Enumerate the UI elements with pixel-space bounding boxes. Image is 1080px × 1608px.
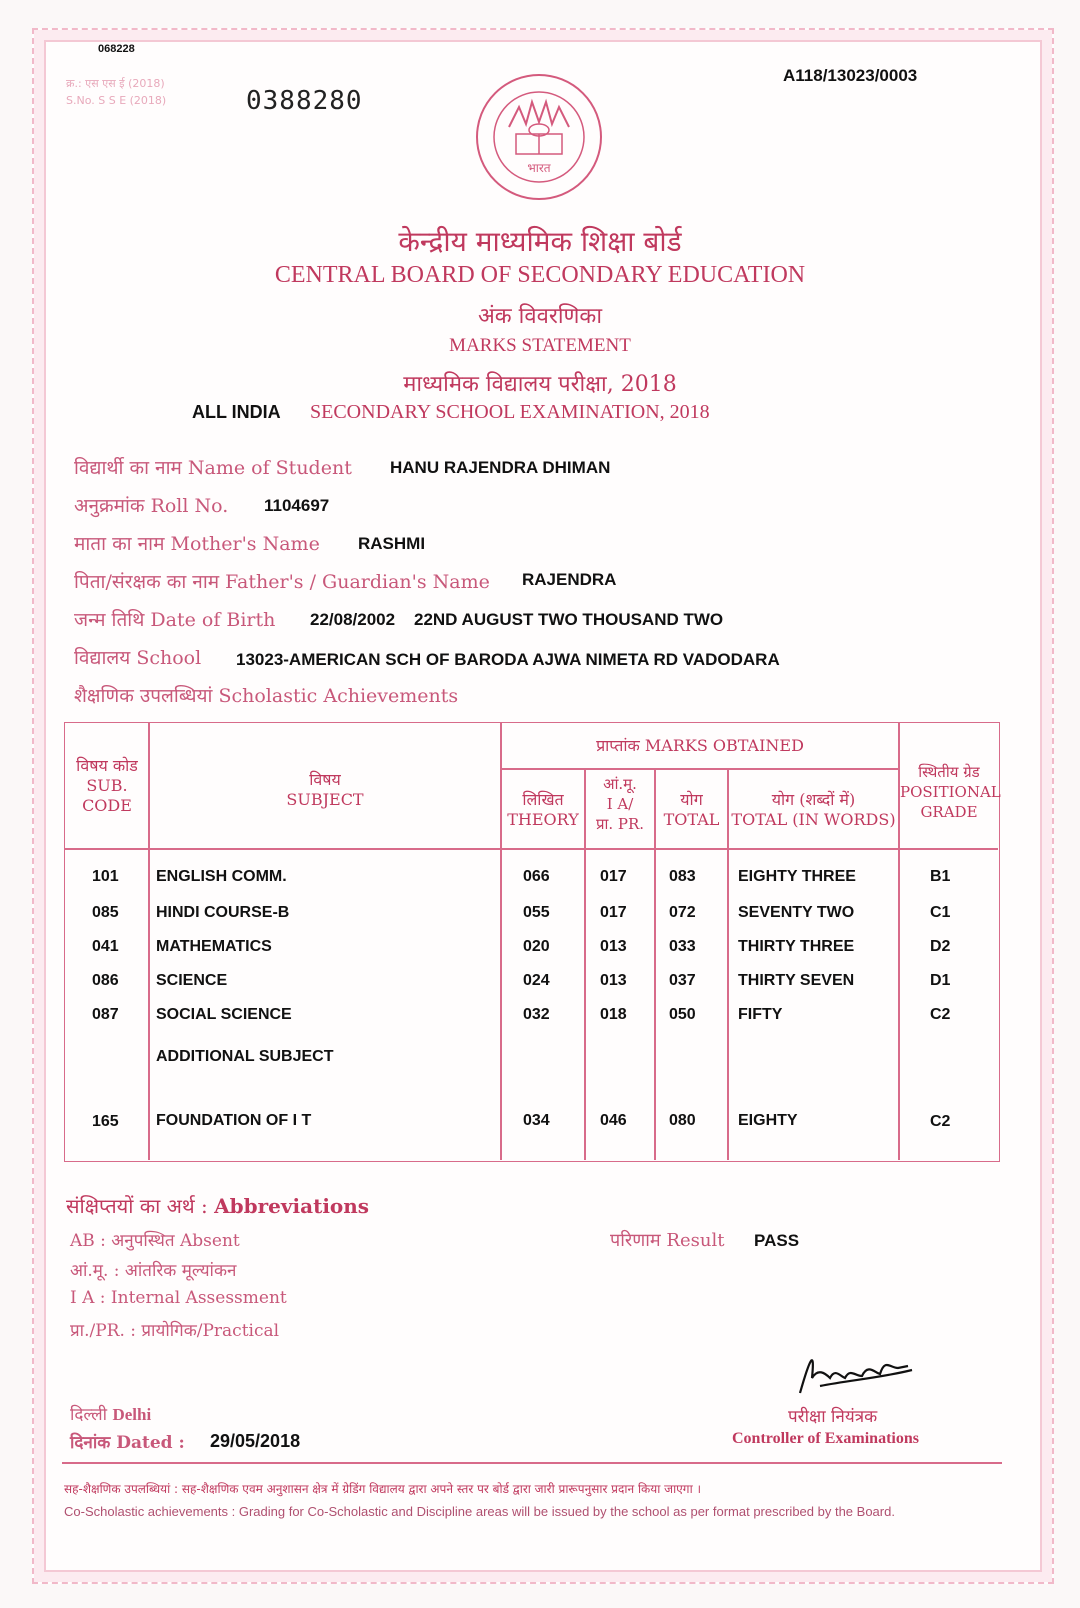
row-4-total: 037 [669, 972, 696, 989]
document-title-english: MARKS STATEMENT [449, 335, 631, 356]
row-5-total: 050 [669, 1006, 696, 1023]
row-3-subject: MATHEMATICS [156, 938, 272, 955]
father-name-label: पिता/संरक्षक का नाम Father's / Guardian's Name [74, 571, 490, 593]
header-marks-obtained: प्राप्तांक MARKS OBTAINED [596, 736, 804, 755]
additional-words: EIGHTY [738, 1112, 798, 1129]
exam-title-hindi: माध्यमिक विद्यालय परीक्षा, 2018 [403, 372, 677, 397]
row-5-grade: C2 [930, 1006, 951, 1023]
row-1-code: 101 [92, 868, 119, 885]
row-2-theory: 055 [523, 904, 550, 921]
row-1-words: EIGHTY THREE [738, 868, 856, 885]
mother-name-label: माता का नाम Mother's Name [74, 533, 320, 555]
serial-label-hindi: क्र.: एस एस ई (2018) [66, 77, 165, 90]
mother-name: RASHMI [358, 534, 426, 553]
row-5-code: 087 [92, 1006, 119, 1023]
reference-number: A118/13023/0003 [783, 66, 918, 85]
row-2-words: SEVENTY TWO [738, 904, 855, 921]
controller-title-english: Controller of Examinations [732, 1430, 919, 1447]
row-4-grade: D1 [930, 972, 951, 989]
row-4-theory: 024 [523, 972, 550, 989]
result-label: परिणाम Result [610, 1230, 725, 1251]
document-title-hindi: अंक विवरणिका [477, 304, 603, 329]
row-1-subject: ENGLISH COMM. [156, 868, 287, 885]
row-3-words: THIRTY THREE [738, 938, 855, 955]
abbr-practical: प्रा./PR. : प्रायोगिक/Practical [70, 1321, 280, 1341]
row-5-ia: 018 [600, 1006, 627, 1023]
top-small-number: 068228 [98, 43, 135, 55]
header-total-words: योग (शब्दों में) TOTAL (IN WORDS) [731, 790, 896, 829]
co-scholastic-note-english: Co-Scholastic achievements : Grading for Co-Scholastic and Discipline areas will be issued by the school as per format prescribed by the Board. [64, 1504, 895, 1519]
row-4-code: 086 [92, 972, 119, 989]
additional-code: 165 [92, 1113, 119, 1130]
row-3-grade: D2 [930, 938, 951, 955]
serial-label-en: S.No. S S E (2018) [66, 94, 167, 107]
board-title-english: CENTRAL BOARD OF SECONDARY EDUCATION [274, 262, 806, 288]
abbr-ia-english: I A : Internal Assessment [70, 1288, 287, 1308]
abbr-absent: AB : अनुपस्थित Absent [70, 1231, 240, 1251]
issue-date: 29/05/2018 [210, 1431, 301, 1451]
dob: 22/08/2002 [310, 610, 396, 629]
row-2-grade: C1 [930, 904, 951, 921]
additional-subject-label: ADDITIONAL SUBJECT [156, 1048, 334, 1065]
row-2-code: 085 [92, 904, 119, 921]
row-2-subject: HINDI COURSE-B [156, 904, 290, 921]
roll-number: 1104697 [264, 496, 330, 515]
row-3-total: 033 [669, 938, 696, 955]
row-1-grade: B1 [930, 868, 951, 885]
dob-label: जन्म तिथि Date of Birth [74, 609, 276, 631]
row-5-words: FIFTY [738, 1006, 783, 1023]
controller-title-hindi: परीक्षा नियंत्रक [788, 1407, 878, 1427]
controller-signature [790, 1338, 920, 1408]
row-2-total: 072 [669, 904, 696, 921]
header-ia-pr: आं.मू. I A/ प्रा. PR. [595, 775, 645, 833]
abbr-ia-hindi: आं.मू. : आंतरिक मूल्यांकन [70, 1261, 237, 1281]
roll-number-label: अनुक्रमांक Roll No. [74, 495, 229, 517]
student-name: HANU RAJENDRA DHIMAN [390, 458, 611, 477]
result-value: PASS [754, 1231, 800, 1250]
row-3-code: 041 [92, 938, 119, 955]
scholastic-label: शैक्षणिक उपलब्धियां Scholastic Achievements [74, 685, 459, 707]
serial-number: 0388280 [246, 86, 363, 116]
header-theory: लिखित THEORY [507, 790, 579, 829]
seal-text: भारत [527, 161, 551, 175]
row-1-total: 083 [669, 868, 696, 885]
father-name: RAJENDRA [522, 570, 617, 589]
row-1-theory: 066 [523, 868, 550, 885]
header-subject: विषय SUBJECT [286, 770, 364, 809]
header-code: विषय कोड SUB. CODE [76, 756, 138, 815]
row-1-ia: 017 [600, 868, 627, 885]
abbreviations-title: संक्षिप्तयों का अर्थ : Abbreviations [66, 1194, 370, 1218]
board-title-hindi: केन्द्रीय माध्यमिक शिक्षा बोर्ड [398, 225, 682, 258]
header-grade: स्थितीय ग्रेड POSITIONAL GRADE [900, 763, 1001, 821]
additional-total: 080 [669, 1112, 696, 1129]
board-seal [474, 72, 604, 202]
co-scholastic-note-hindi: सह-शैक्षणिक उपलब्धियां : सह-शैक्षणिक एवम अनुशासन क्षेत्र में ग्रेडिंग विद्यालय द्वारा अपने स्तर पर बोर्ड द्वारा जारी प्रारूपनुसार प्रदान किया जाएगा । [64, 1482, 702, 1496]
place: दिल्ली Delhi [70, 1405, 152, 1425]
additional-grade: C2 [930, 1113, 951, 1130]
row-3-ia: 013 [600, 938, 627, 955]
additional-subject: FOUNDATION OF I T [156, 1112, 312, 1129]
additional-ia: 046 [600, 1112, 627, 1129]
exam-title-english: SECONDARY SCHOOL EXAMINATION, 2018 [310, 401, 710, 423]
row-4-words: THIRTY SEVEN [738, 972, 855, 989]
row-2-ia: 017 [600, 904, 627, 921]
row-5-subject: SOCIAL SCIENCE [156, 1006, 292, 1023]
dated-label: दिनांक Dated : [70, 1433, 185, 1453]
dob-words: 22ND AUGUST TWO THOUSAND TWO [414, 610, 724, 629]
row-4-subject: SCIENCE [156, 972, 228, 989]
row-5-theory: 032 [523, 1006, 550, 1023]
school-label: विद्यालय School [74, 647, 202, 669]
header-total: योग TOTAL [663, 790, 720, 829]
student-name-label: विद्यार्थी का नाम Name of Student [74, 457, 352, 479]
row-3-theory: 020 [523, 938, 550, 955]
row-4-ia: 013 [600, 972, 627, 989]
exam-scope: ALL INDIA [192, 402, 281, 422]
additional-theory: 034 [523, 1112, 550, 1129]
school-name: 13023-AMERICAN SCH OF BARODA AJWA NIMETA RD VADODARA [236, 650, 780, 669]
